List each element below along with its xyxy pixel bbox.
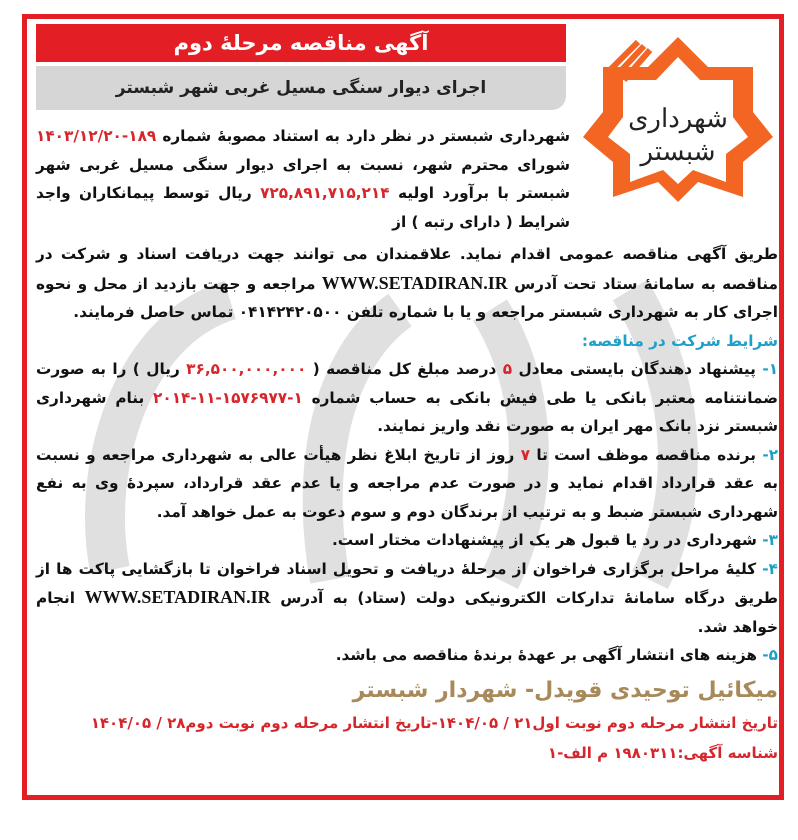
condition-item-4 [36, 555, 778, 642]
item-text: انجام خواهد شد. [36, 589, 778, 636]
condition-item-5 [36, 641, 778, 670]
estimate-amount: ۷۲۵,۸۹۱,۷۱۵,۲۱۴ [260, 184, 390, 202]
deposit-percent: ۵ [502, 360, 513, 378]
intro-text: مراجعه و جهت بازدید از محل و نحوه اجرای کار به شهرداری شبستر مراجعه و یا با شماره تلفن ۰۴۱۴۲۴۲۰۵۰۰ تماس حاصل فرمایند. [36, 274, 778, 321]
deposit-amount: ۳۶,۵۰۰,۰۰۰,۰۰۰ [186, 360, 307, 378]
intro-paragraph-a [36, 122, 570, 236]
mayor-signature: میکائیل توحیدی قویدل- شهردار شبستر [352, 677, 778, 703]
item-text: کلیهٔ مراحل برگزاری فراخوان از مرحلهٔ دریافت و تحویل اسناد فراخوان تا بازگشایی پاکت ها از طریق درگاه سامانهٔ تدارکات الکترونیکی دولت (ستاد) به آدرس [36, 559, 779, 607]
ad-subtitle: اجرای دیوار سنگی مسیل غربی شهر شبستر [36, 66, 566, 110]
item-text: بنام شهرداری شبستر نزد بانک مهر ایران به صورت نقد واریز نمایند. [36, 388, 778, 435]
ad-body [36, 122, 778, 768]
svg-text:شبستر: شبستر [640, 137, 716, 167]
item-number: ۳- [762, 531, 778, 549]
intro-text: ریال توسط پیمانکاران واجد شرایط ( دارای رتبه ) از [36, 184, 570, 231]
resolution-number: ۱۸۹-۱۴۰۳/۱۲/۲۰ [36, 127, 157, 145]
item-text: ریال ) را به صورت ضمانتنامه معتبر بانکی یا طی فیش بانکی به حساب شماره [36, 360, 778, 407]
item-text: درصد مبلغ کل مناقصه ( [312, 360, 497, 378]
item-text: هزینه های انتشار آگهی بر عهدهٔ برندهٔ مناقصه می باشد. [335, 646, 757, 664]
website-link[interactable]: WWW.SETADIRAN.IR [84, 587, 271, 607]
intro-text: شورای محترم شهر، نسبت به اجرای دیوار سنگی مسیل غربی شهر شبستر با برآورد اولیه [36, 155, 571, 202]
intro-paragraph-b [36, 240, 778, 327]
item-text: روز از تاریخ ابلاغ نظر هیأت عالی به شهرداری مراجعه و نسبت به عقد قرارداد اقدام نماید و در صورت عدم مراجعه و یا عدم عقد قرارداد، سپردهٔ وی به نفع شهرداری شبستر ضبط و به ترتیب از برندگان دوم و سوم دعوت به عمل خواهد آمد. [36, 445, 778, 521]
ad-title: آگهی مناقصه مرحلهٔ دوم [36, 24, 566, 62]
condition-item-1 [36, 355, 778, 441]
website-link[interactable]: WWW.SETADIRAN.IR [321, 272, 508, 293]
days-count: ۷ [520, 445, 531, 464]
conditions-heading: شرایط شرکت در مناقصه: [581, 331, 778, 350]
intro-text: شهرداری شبستر در نظر دارد به استناد مصوبهٔ شماره [162, 127, 570, 145]
condition-item-3 [36, 526, 778, 555]
item-text: پیشنهاد دهندگان بایستی معادل [518, 360, 756, 378]
ad-id: شناسه آگهی:۱۹۸۰۳۱۱ م الف-۱ [547, 743, 778, 762]
intro-text: طریق آگهی مناقصه عمومی اقدام نماید. علاقمندان می توانند جهت دریافت اسناد و شرکت در مناقصه به سامانهٔ ستاد تحت آدرس [36, 245, 778, 293]
item-number: ۲- [762, 445, 779, 464]
svg-text:شهرداری: شهرداری [628, 104, 728, 134]
item-number: ۱- [762, 360, 779, 378]
item-number: ۴- [762, 559, 778, 578]
publication-dates: تاریخ انتشار مرحله دوم نوبت اول۲۱ / ۱۴۰۴/۰۵-تاریخ انتشار مرحله دوم نوبت دوم۲۸ / ۱۴۰۴/۰۵ [90, 713, 778, 732]
item-text: شهرداری در رد یا قبول هر یک از پیشنهادات مختار است. [331, 531, 757, 549]
item-number: ۵- [762, 646, 778, 664]
item-text: برنده مناقصه موظف است تا [536, 445, 756, 464]
condition-item-2 [36, 441, 778, 527]
account-number: ۱-۱۵۷۶۹۷۷-۱۱-۲۰۱۴ [153, 388, 303, 407]
